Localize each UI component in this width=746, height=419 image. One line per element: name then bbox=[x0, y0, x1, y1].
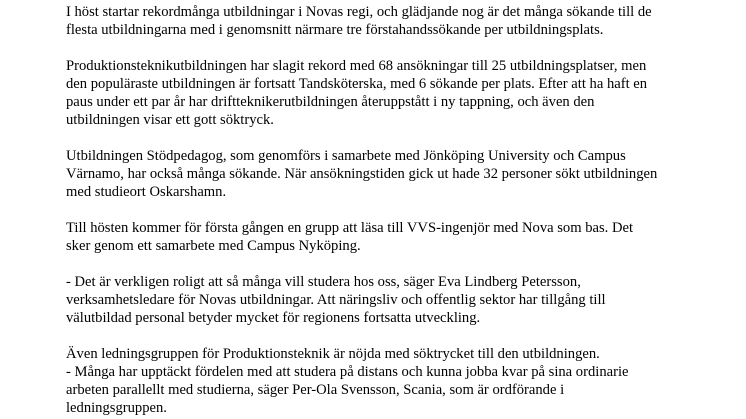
text-line: välutbildad personal betyder mycket för regionens fortsatta utveckling. bbox=[66, 310, 481, 326]
document-body bbox=[66, 3, 686, 417]
text-line: Även ledningsgruppen för Produktionsteknik är nöjda med söktrycket till den utbildningen. bbox=[66, 346, 600, 362]
text-line: arbeten parallellt med studierna, säger Per-Ola Svensson, Scania, som är ordförande i bbox=[66, 382, 565, 398]
text-line: I höst startar rekordmånga utbildningar i Novas regi, och glädjande nog är det många sökande till de bbox=[66, 4, 652, 20]
text-line: verksamhetsledare för Novas utbildningar. Att näringsliv och offentlig sektor har tillgång till bbox=[66, 292, 606, 308]
paragraph-intro bbox=[66, 3, 686, 39]
text-line: med studieort Oskarshamn. bbox=[66, 184, 227, 200]
text-line: ledningsgruppen. bbox=[66, 400, 167, 416]
paragraph-production-technology bbox=[66, 57, 686, 129]
text-line: Utbildningen Stödpedagog, som genomförs i samarbete med Jönköping University och Campus bbox=[66, 148, 626, 164]
paragraph-support-pedagogue bbox=[66, 147, 686, 201]
text-line: Värnamo, har också många sökande. När ansökningstiden gick ut hade 32 personer sökt utbildningen bbox=[66, 166, 658, 182]
text-line: Till hösten kommer för första gången en grupp att läsa till VVS-ingenjör med Nova som bas. Det bbox=[66, 220, 634, 236]
text-line: sker genom ett samarbete med Campus Nyköping. bbox=[66, 238, 361, 254]
text-line: - Det är verkligen roligt att så många vill studera hos oss, säger Eva Lindberg Petersson, bbox=[66, 274, 581, 290]
text-line: paus under ett par år har driftteknikerutbildningen återuppstått i ny tappning, och även den bbox=[66, 94, 595, 110]
paragraph-quote-eva bbox=[66, 273, 686, 327]
paragraph-quote-per-ola bbox=[66, 345, 686, 417]
text-line: den populäraste utbildningen är fortsatt Tandsköterska, med 6 sökande per plats. Efter att ha haft en bbox=[66, 76, 648, 92]
text-line: - Många har upptäckt fördelen med att studera på distans och kunna jobba kvar på sina ordinarie bbox=[66, 364, 629, 380]
paragraph-hvac-engineer bbox=[66, 219, 686, 255]
text-line: utbildningen visar ett gott söktryck. bbox=[66, 112, 274, 128]
text-line: Produktionsteknikutbildningen har slagit rekord med 68 ansökningar till 25 utbildningsplatser, men bbox=[66, 58, 647, 74]
text-line: flesta utbildningarna med i genomsnitt närmare tre förstahandssökande per utbildningsplats. bbox=[66, 22, 604, 38]
